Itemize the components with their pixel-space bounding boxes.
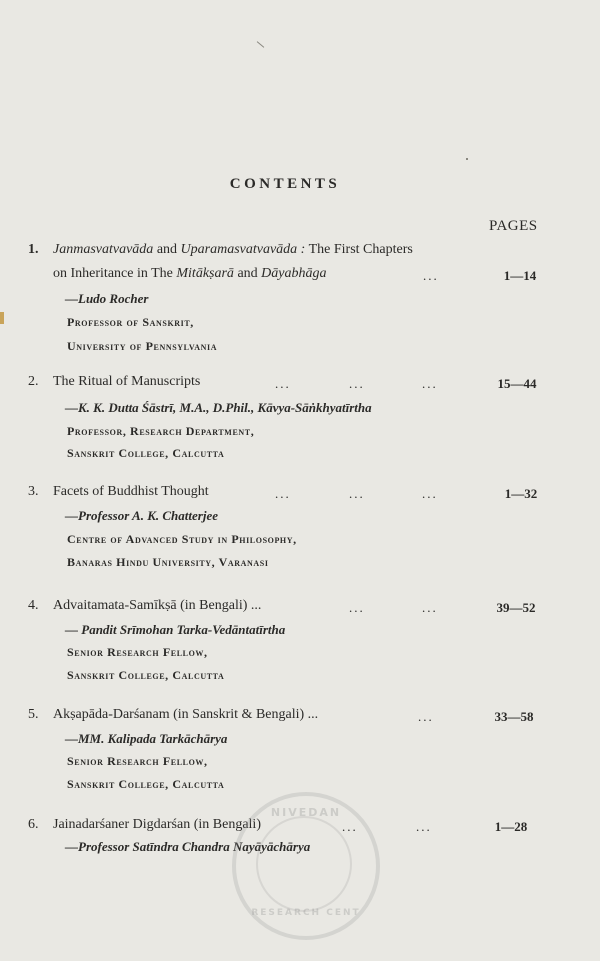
entry-title: Advaitamata-Samīkṣā (in Bengali) ... <box>53 598 262 613</box>
entry-author: —Ludo Rocher <box>65 291 149 306</box>
entry-pages: 33—58 <box>494 709 534 724</box>
entry-number: 5. <box>28 707 39 722</box>
entry-title: The Ritual of Manuscripts <box>53 374 201 389</box>
stamp-top-text: NIVEDAN <box>270 806 342 819</box>
entry-author: — Pandit Srīmohan Tarka-Vedāntatīrtha <box>65 622 286 637</box>
speck-mark <box>257 41 265 48</box>
entry-affiliation: Professor of Sanskrit, <box>67 315 194 329</box>
entry-affiliation: Centre of Advanced Study in Philosophy, <box>67 532 297 546</box>
entry-number: 1. <box>28 242 39 257</box>
entry-affiliation: Senior Research Fellow, <box>67 754 208 768</box>
entry-affiliation: Professor, Research Department, <box>67 424 255 438</box>
leader-dots: ... <box>416 819 432 834</box>
entry-title: Akṣapāda-Darśanam (in Sanskrit & Bengali) ... <box>53 707 319 722</box>
entry-author: —Professor Satīndra Chandra Nayāyāchārya <box>65 839 311 854</box>
entry-number: 3. <box>28 484 39 499</box>
leader-dots: ... <box>422 376 438 391</box>
leader-dots: ... <box>275 486 291 501</box>
leader-dots: ... <box>349 376 365 391</box>
leader-dots: ... <box>423 268 439 283</box>
leader-dots: ... <box>349 600 365 615</box>
leader-dots: ... <box>275 376 291 391</box>
entry-pages: 39—52 <box>496 600 536 615</box>
entry-affiliation: Sanskrit College, Calcutta <box>67 668 225 682</box>
entry-number: 4. <box>28 598 39 613</box>
entry-number: 6. <box>28 817 39 832</box>
entry-author: —Professor A. K. Chatterjee <box>65 508 218 523</box>
entry-title: Janmasvatvavāda and Uparamasvatvavāda : The First Chapters <box>53 242 413 257</box>
stamp-inner-ring <box>256 816 352 912</box>
leader-dots: ... <box>422 600 438 615</box>
entry-author: —MM. Kalipada Tarkāchārya <box>65 731 228 746</box>
stamp-bottom-text: RESEARCH CENT <box>251 908 361 918</box>
speck-mark <box>466 158 468 160</box>
entry-pages: 1—14 <box>503 268 537 283</box>
entry-pages: 1—32 <box>504 486 538 501</box>
leader-dots: ... <box>349 486 365 501</box>
entry-affiliation: Banaras Hindu University, Varanasi <box>67 555 269 569</box>
entry-affiliation: Senior Research Fellow, <box>67 645 208 659</box>
entry-title: Jainadarśaner Digdarśan (in Bengali) <box>53 817 261 832</box>
entry-title: Facets of Buddhist Thought <box>53 484 209 499</box>
entry-author: —K. K. Dutta Śāstrī, M.A., D.Phil., Kāvya-Sāṅkhyatīrtha <box>65 400 372 415</box>
page-edge-mark <box>0 312 4 324</box>
entry-affiliation: University of Pennsylvania <box>67 339 218 353</box>
library-stamp-watermark <box>232 792 380 940</box>
entry-pages: 15—44 <box>497 376 537 391</box>
pages-column-label: PAGES <box>489 218 538 234</box>
entry-affiliation: Sanskrit College, Calcutta <box>67 777 225 791</box>
page-title: CONTENTS <box>229 176 341 192</box>
leader-dots: ... <box>418 709 434 724</box>
leader-dots: ... <box>342 819 358 834</box>
entry-title-continued: on Inheritance in The Mitākṣarā and Dāyabhāga <box>53 266 327 281</box>
entry-pages: 1—28 <box>494 819 528 834</box>
entry-number: 2. <box>28 374 39 389</box>
leader-dots: ... <box>422 486 438 501</box>
entry-affiliation: Sanskrit College, Calcutta <box>67 446 225 460</box>
